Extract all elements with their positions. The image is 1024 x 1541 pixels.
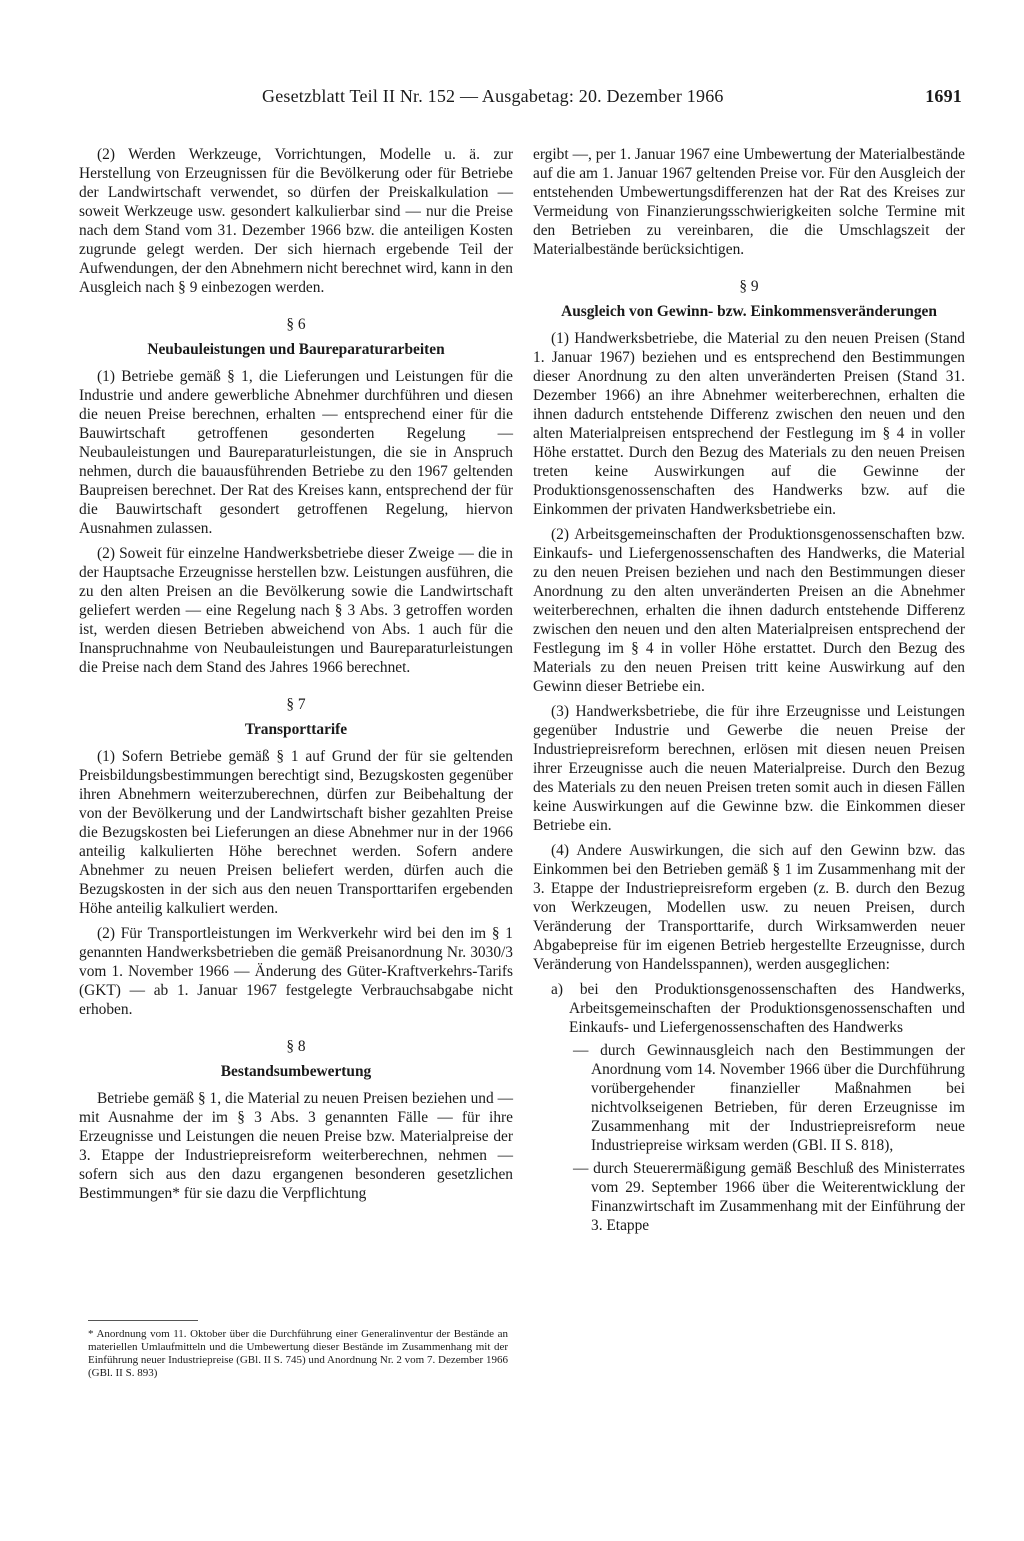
paragraph: (2) Arbeitsgemeinschaften der Produktionsgenossenschaften bzw. Einkaufs- und Liefergenossenschaften des Handwerks, die Material zu den neuen Preisen beziehen und nach den Bestimmungen dieser Anordnung zu den alten unveränderten Preisen an die Abnehmer weiterberechnen, erhalten die ihnen dadurch entstehende Differenz zwischen den neuen und den alten Materialpreisen entsprechend der Festlegung im § 4 in voller Höhe erstattet. Durch den Bezug des Materials zu den neuen Preisen tritt keine Auswirkung auf den Gewinn dieser Betriebe ein.	[533, 526, 965, 695]
paragraph: (3) Handwerksbetriebe, die für ihre Erzeugnisse und Leistungen gegenüber Industrie und Gewerbe die neuen Preise der Industriepreisreform berechnen, erlösen mit diesen neuen Preisen ihrer Erzeugnisse auch die neuen Materialpreise. Durch den Bezug des Materials zu den neuen Preisen treten somit auch in diesen Fällen keine Auswirkungen auf die Gewinne bzw. die Einkommen dieser Betriebe ein.	[533, 703, 965, 834]
page-number: 1691	[925, 86, 962, 106]
paragraph: (2) Soweit für einzelne Handwerksbetriebe dieser Zweige — die in der Hauptsache Erzeugnisse herstellen bzw. Leistungen ausführen, die zu den alten Preisen an die Bevölkerung sowie die Landwirtschaft geliefert werden — eine Regelung nach § 3 Abs. 3 getroffen worden ist, werden diesen Betrieben abweichend von Abs. 1 auch für die Inanspruchnahme von Neubauleistungen und Baureparaturleistungen die Preise nach dem Stand des Jahres 1966 berechnet.	[79, 545, 513, 676]
left-column	[79, 145, 513, 1209]
paragraph: (2) Für Transportleistungen im Werkverkehr wird bei den im § 1 genannten Handwerksbetrieben die gemäß Preisanordnung Nr. 3030/3 vom 1. November 1966 — Änderung des Güter-Kraftverkehrs-Tarifs (GKT) — ab 1. Januar 1967 festgelegte Verbrauchsabgabe nicht erhoben.	[79, 925, 513, 1018]
paragraph: (4) Andere Auswirkungen, die sich auf den Gewinn bzw. das Einkommen bei den Betrieben gemäß § 1 im Zusammenhang mit der 3. Etappe der Industriepreisreform ergeben (z. B. durch den Bezug von Werkzeugen, Modellen usw. zu neuen Preisen, durch Veränderung der Transporttarife, durch Wirksamwerden neuer Abgabepreise für im eigenen Betrieb hergestellte Erzeugnisse, durch Veränderung von Handelsspannen), werden ausgeglichen:	[533, 842, 965, 973]
list-item: — durch Gewinnausgleich nach den Bestimmungen der Anordnung vom 14. November 1966 über die Durchführung vorübergehender finanzieller Maßnahmen bei nichtvolkseigenen Betrieben, für deren Erzeugnisse im Zusammenhang mit der Industriepreisreform neue Industriepreise wirksam werden (GBl. II S. 818),	[573, 1042, 965, 1154]
right-column	[533, 145, 965, 1239]
section-number: § 8	[286, 1038, 306, 1055]
paragraph: Betriebe gemäß § 1, die Material zu neuen Preisen beziehen und — mit Ausnahme der im § 3 Abs. 3 genannten Fälle — für ihre Erzeugnisse und Leistungen die neuen Preise bzw. Materialpreise der 3. Etappe der Industriepreisreform weiterberechnen, nehmen — sofern sich aus den dazu ergangenen besonderen gesetzlichen Bestimmungen* für sie dazu die Verpflichtung	[79, 1090, 513, 1202]
section-number: § 6	[286, 316, 306, 333]
list-item: — durch Steuerermäßigung gemäß Beschluß des Ministerrates vom 29. September 1966 über die Weiterentwicklung der Finanzwirtschaft im Zusammenhang mit der Einführung der 3. Etappe	[573, 1160, 965, 1234]
gazette-header-title: Gesetzblatt Teil II Nr. 152 — Ausgabetag: 20. Dezember 1966	[262, 86, 724, 106]
paragraph: (1) Betriebe gemäß § 1, die Lieferungen und Leistungen für die Industrie und andere gewerbliche Abnehmer durchführen und diesen die neuen Preise berechnen, erhalten — entsprechend einer für die Bauwirtschaft getroffenen gesonderten Regelung — Neubauleistungen und Baureparaturleistungen, die sie in Anspruch nehmen, durch die bauausführenden Betriebe zu den 1967 geltenden Baupreisen berechnet. Der Rat des Kreises kann, entsprechend der für die Bauwirtschaft gesondert getroffenen Regelung, hiervon Ausnahmen zulassen.	[79, 368, 513, 537]
paragraph: (2) Werden Werkzeuge, Vorrichtungen, Modelle u. ä. zur Herstellung von Erzeugnissen für die Bevölkerung oder für Betriebe der Landwirtschaft verwendet, so dürfen der Preiskalkulation — soweit Werkzeuge usw. gesondert kalkulierbar sind — nur die Preise nach dem Stand vom 31. Dezember 1966 bzw. die anteiligen Kosten zugrunde gelegt werden. Der sich hiernach ergebende Teil der Aufwendungen, der den Abnehmern nicht berechnet wird, kann in den Ausgleich nach § 9 einbezogen werden.	[79, 146, 513, 296]
paragraph: (1) Sofern Betriebe gemäß § 1 auf Grund der für sie geltenden Preisbildungsbestimmungen berechtigt sind, Bezugskosten gegenüber ihren Abnehmern weiterzuberechnen, dürfen zur Beibehaltung der von der Bevölkerung und der Landwirtschaft bisher gezahlten Preise die Bezugskosten bei Lieferungen an diese Abnehmer nur in der 1966 anteilig kalkulierten Höhe berechnet werden. Sofern andere Abnehmer zu neuen Preisen beliefert werden, dürfen auch die Bezugskosten in der sich aus den neuen Transporttarifen ergebenden Höhe anteilig kalkuliert werden.	[79, 748, 513, 917]
paragraph: ergibt —, per 1. Januar 1967 eine Umbewertung der Materialbestände auf die am 1. Januar 1967 geltenden Preise vor. Für den Ausgleich der entstehenden Umbewertungsdifferenzen hat der Rat des Kreises zur Vermeidung von Finanzierungsschwierigkeiten solche Termine mit den Betrieben zu vereinbaren, die die Umschlagszeit der Materialbestände berücksichtigen.	[533, 146, 965, 258]
section-heading: Neubauleistungen und Baureparaturarbeiten	[147, 341, 445, 358]
page-header	[262, 86, 962, 114]
section-heading: Bestandsumbewertung	[220, 1063, 372, 1080]
section-heading: Ausgleich von Gewinn- bzw. Einkommensveränderungen	[561, 303, 937, 320]
paragraph: (1) Handwerksbetriebe, die Material zu den neuen Preisen (Stand 1. Januar 1967) beziehen und es entsprechend den Bestimmungen dieser Anordnung zu den alten unveränderten Preisen (Stand 31. Dezember 1966) an ihre Abnehmer weiterberechnen, erhalten die ihnen dadurch entstehende Differenz zwischen den neuen und den alten Materialpreisen entsprechend der Festlegung im § 4 in voller Höhe erstattet. Durch den Bezug des Materials zu den neuen Preisen treten keine Auswirkungen auf die Gewinne der Produktionsgenossenschaften des Handwerks bzw. auf die Einkommen der privaten Handwerksbetriebe ein.	[533, 330, 965, 518]
footnote-divider	[88, 1320, 198, 1321]
section-heading: Transporttarife	[244, 721, 348, 738]
section-number: § 7	[286, 696, 306, 713]
footnote: * Anordnung vom 11. Oktober über die Durchführung einer Generalinventur der Bestände an materiellen Umlaufmitteln und die Umbewertung dieser Bestände im Zusammenhang mit der Einführung neuer Industriepreise (GBl. II S. 745) und Anordnung Nr. 2 vom 7. Dezember 1966 (GBl. II S. 893)	[88, 1328, 508, 1379]
section-number: § 9	[739, 278, 759, 295]
list-item: a) bei den Produktionsgenossenschaften des Handwerks, Arbeitsgemeinschaften der Produktionsgenossenschaften und Einkaufs- und Liefergenossenschaften des Handwerks	[551, 981, 965, 1036]
